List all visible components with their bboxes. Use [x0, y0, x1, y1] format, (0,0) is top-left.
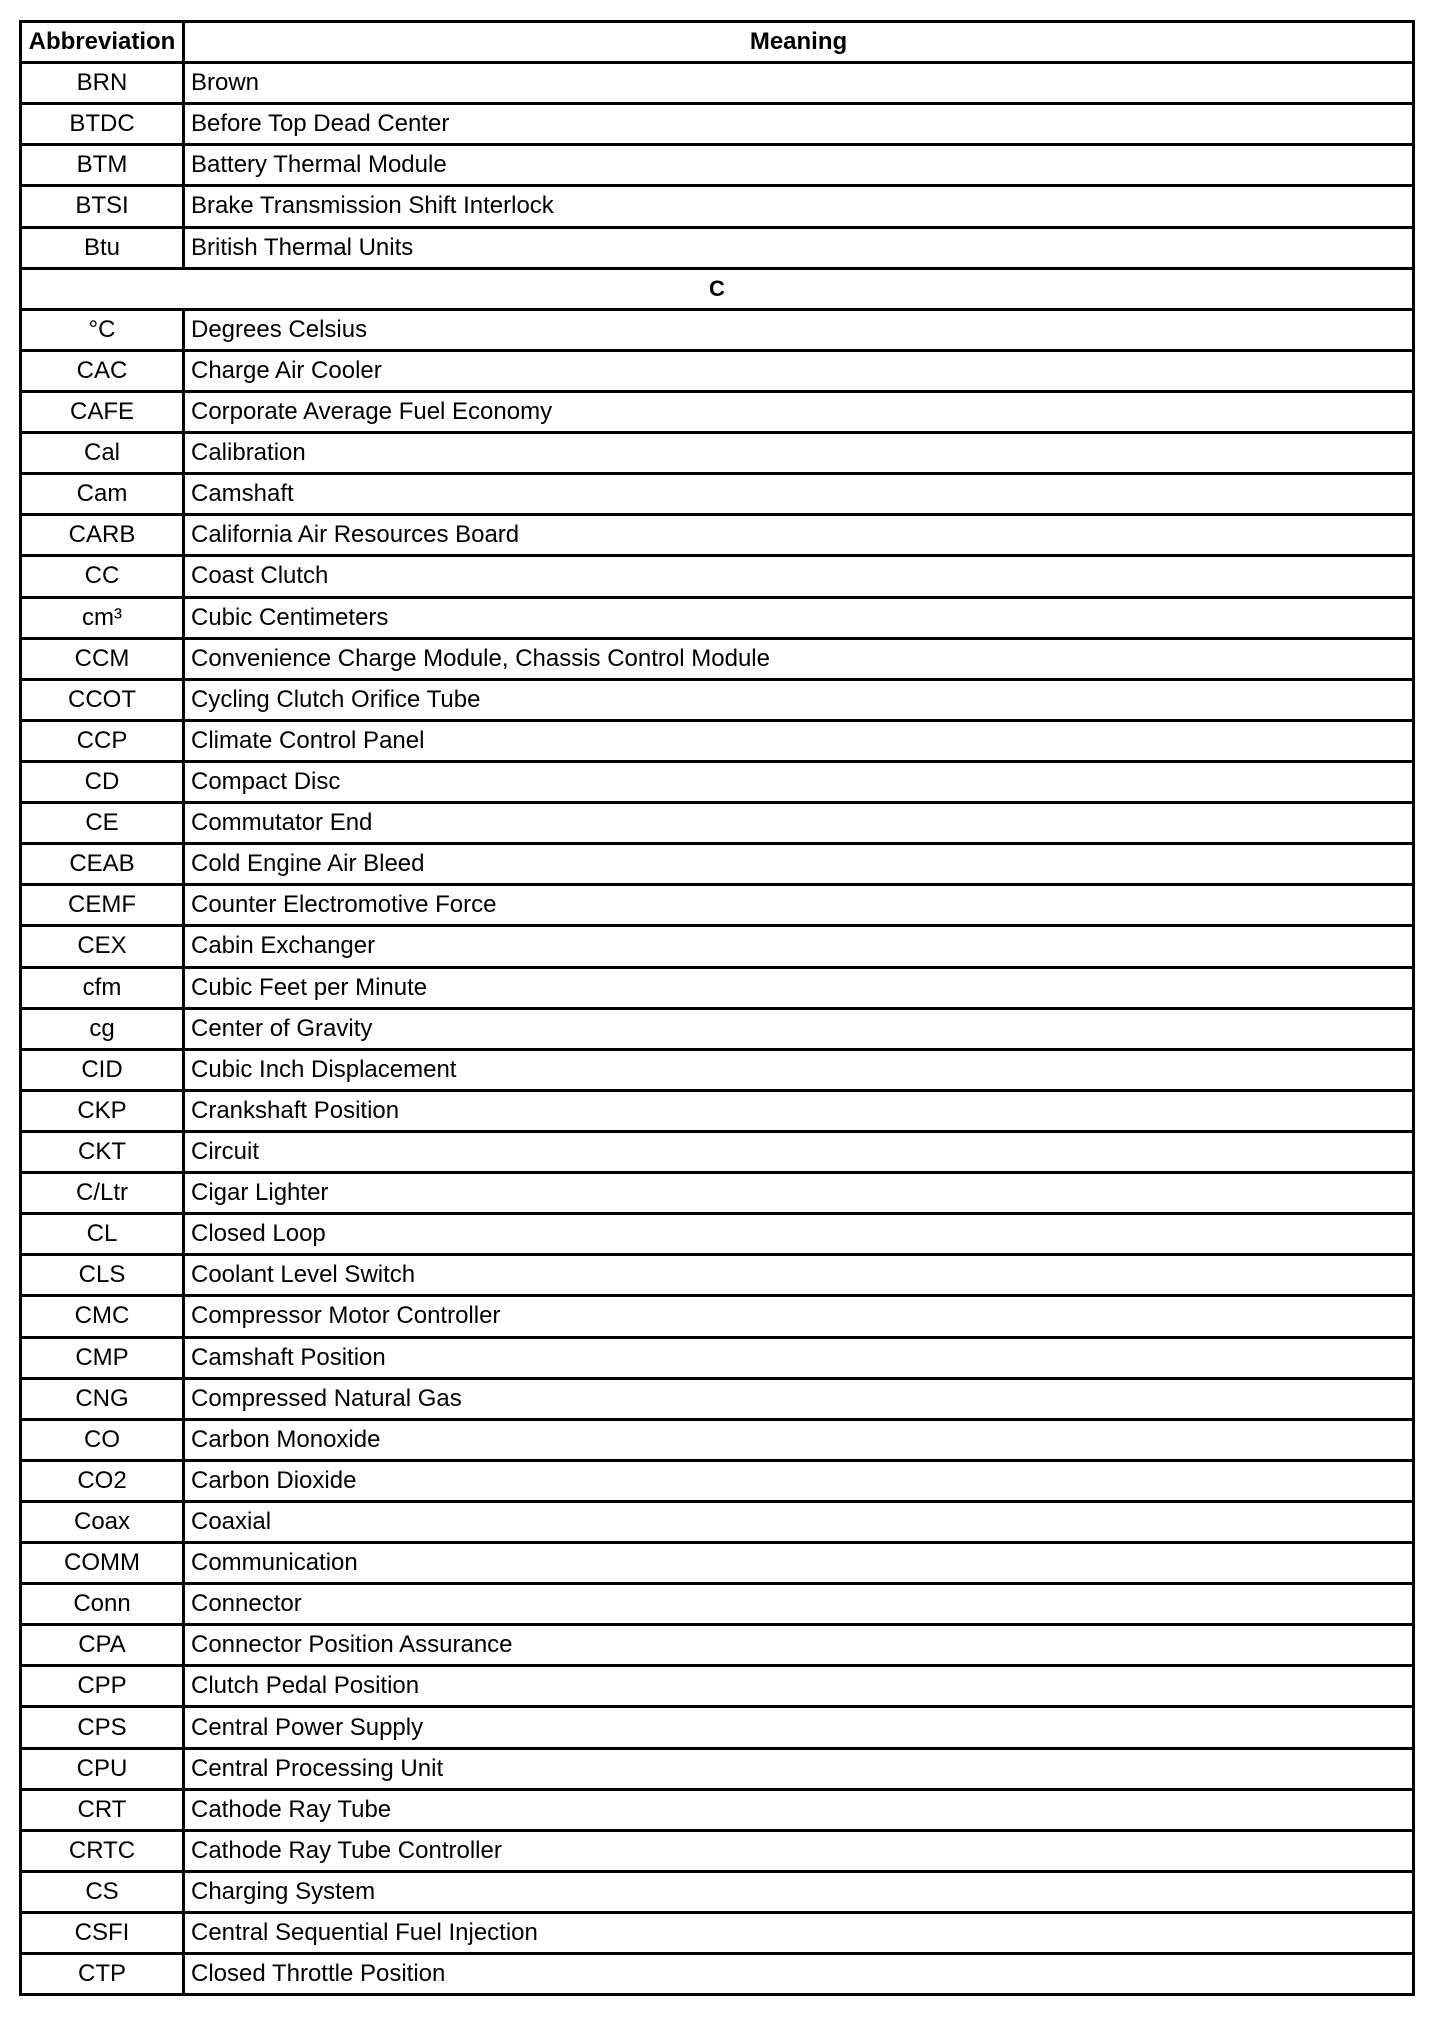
meaning-cell: Carbon Monoxide	[191, 1425, 381, 1453]
abbreviation-cell: CMC	[22, 1297, 185, 1335]
table-row	[22, 1215, 1412, 1256]
meaning-cell: Compressed Natural Gas	[191, 1384, 462, 1412]
abbreviation-cell: BTDC	[22, 105, 185, 143]
meaning-cell: Crankshaft Position	[191, 1096, 400, 1124]
table-row	[22, 1051, 1412, 1092]
table-row	[22, 927, 1412, 968]
meaning-cell: Brake Transmission Shift Interlock	[191, 192, 554, 220]
table-row	[22, 146, 1412, 187]
abbreviation-cell: BTSI	[22, 187, 185, 225]
meaning-cell: Communication	[191, 1549, 358, 1577]
abbreviation-cell: CNG	[22, 1380, 185, 1418]
table-row	[22, 1339, 1412, 1380]
abbreviation-cell: CSFI	[22, 1914, 185, 1952]
abbreviation-cell: CCOT	[22, 681, 185, 719]
meaning-column-header: Meaning	[749, 28, 848, 56]
meaning-cell: Brown	[191, 69, 260, 97]
abbreviation-cell: CCP	[22, 722, 185, 760]
table-row	[22, 1955, 1412, 1993]
abbreviation-cell: CO	[22, 1421, 185, 1459]
meaning-cell: British Thermal Units	[191, 233, 414, 261]
abbreviation-cell: cfm	[22, 969, 185, 1007]
abbreviation-cell: CEX	[22, 927, 185, 965]
meaning-cell: Degrees Celsius	[191, 315, 368, 343]
abbreviation-cell: CEAB	[22, 845, 185, 883]
abbreviation-cell: CO2	[22, 1462, 185, 1500]
abbreviation-cell: CRT	[22, 1791, 185, 1829]
table-row	[22, 475, 1412, 516]
table-row	[22, 599, 1412, 640]
table-row	[22, 1667, 1412, 1708]
meaning-cell: Cubic Centimeters	[191, 603, 389, 631]
table-row	[22, 969, 1412, 1010]
table-row	[22, 64, 1412, 105]
abbreviation-cell: Cam	[22, 475, 185, 513]
abbreviation-cell: Cal	[22, 434, 185, 472]
abbreviation-cell: BRN	[22, 64, 185, 102]
table-header-row	[22, 23, 1412, 64]
table-row	[22, 1462, 1412, 1503]
meaning-cell: Connector	[191, 1590, 302, 1618]
meaning-cell: Central Power Supply	[191, 1713, 424, 1741]
table-row	[22, 1585, 1412, 1626]
abbreviation-cell: CPP	[22, 1667, 185, 1705]
table-row	[22, 1873, 1412, 1914]
table-row	[22, 557, 1412, 598]
abbreviation-cell: CKT	[22, 1133, 185, 1171]
meaning-cell: Coaxial	[191, 1507, 272, 1535]
meaning-cell: Cigar Lighter	[191, 1179, 329, 1207]
table-row	[22, 845, 1412, 886]
abbreviation-cell: cg	[22, 1010, 185, 1048]
meaning-cell: Climate Control Panel	[191, 726, 425, 754]
abbreviation-cell: CL	[22, 1215, 185, 1253]
meaning-cell: Cabin Exchanger	[191, 932, 376, 960]
meaning-cell: Circuit	[191, 1138, 260, 1165]
table-row	[22, 1914, 1412, 1955]
meaning-cell: Cold Engine Air Bleed	[191, 850, 425, 878]
meaning-cell: Before Top Dead Center	[191, 110, 450, 138]
meaning-cell: Coolant Level Switch	[191, 1261, 416, 1289]
table-row	[22, 1380, 1412, 1421]
table-row	[22, 1421, 1412, 1462]
abbreviation-table	[19, 20, 1415, 1996]
abbreviation-cell: CC	[22, 557, 185, 595]
table-row	[22, 1092, 1412, 1133]
meaning-cell: Battery Thermal Module	[191, 151, 447, 179]
section-row-c	[22, 270, 1412, 311]
meaning-cell: Connector Position Assurance	[191, 1631, 513, 1659]
table-row	[22, 640, 1412, 681]
meaning-cell: Compact Disc	[191, 768, 341, 796]
abbreviation-cell: CS	[22, 1873, 185, 1911]
meaning-cell: Cubic Inch Displacement	[191, 1055, 457, 1083]
abbreviation-cell: CAFE	[22, 393, 185, 431]
table-row	[22, 1832, 1412, 1873]
table-row	[22, 516, 1412, 557]
table-row	[22, 1708, 1412, 1749]
abbreviation-cell: CARB	[22, 516, 185, 554]
table-row	[22, 886, 1412, 927]
table-row	[22, 1174, 1412, 1215]
abbreviation-cell: CKP	[22, 1092, 185, 1130]
table-row	[22, 1750, 1412, 1791]
table-row	[22, 722, 1412, 763]
meaning-cell: Coast Clutch	[191, 562, 329, 590]
abbreviation-cell: CE	[22, 804, 185, 842]
table-row	[22, 1010, 1412, 1051]
meaning-cell: Cycling Clutch Orifice Tube	[191, 685, 481, 713]
table-row	[22, 1297, 1412, 1338]
table-row	[22, 187, 1412, 228]
meaning-cell: Central Sequential Fuel Injection	[191, 1919, 538, 1947]
meaning-cell: Central Processing Unit	[191, 1754, 444, 1782]
abbreviation-cell: CD	[22, 763, 185, 801]
abbreviation-cell: Conn	[22, 1585, 185, 1623]
abbreviation-cell: cm³	[22, 599, 185, 637]
meaning-cell: Cathode Ray Tube Controller	[191, 1836, 502, 1864]
meaning-cell: Charging System	[191, 1877, 376, 1905]
meaning-cell: Counter Electromotive Force	[191, 891, 497, 919]
abbreviation-cell: CPA	[22, 1626, 185, 1664]
abbreviation-cell: CMP	[22, 1339, 185, 1377]
table-row	[22, 352, 1412, 393]
abbreviation-cell: C/Ltr	[22, 1174, 185, 1212]
abbreviation-column-header: Abbreviation	[22, 23, 185, 61]
meaning-cell: Closed Loop	[191, 1220, 326, 1248]
meaning-cell: Camshaft	[191, 480, 294, 508]
table-row	[22, 804, 1412, 845]
table-row	[22, 1503, 1412, 1544]
abbreviation-cell: BTM	[22, 146, 185, 184]
abbreviation-cell: CID	[22, 1051, 185, 1089]
table-row	[22, 434, 1412, 475]
abbreviation-cell: CRTC	[22, 1832, 185, 1870]
meaning-cell: California Air Resources Board	[191, 521, 520, 549]
meaning-cell: Cathode Ray Tube	[191, 1795, 392, 1823]
meaning-cell: Convenience Charge Module, Chassis Control Module	[191, 644, 770, 672]
meaning-cell: Carbon Dioxide	[191, 1466, 357, 1494]
abbreviation-cell: COMM	[22, 1544, 185, 1582]
table-row	[22, 393, 1412, 434]
table-row	[22, 105, 1412, 146]
table-row	[22, 1791, 1412, 1832]
abbreviation-cell: CPU	[22, 1750, 185, 1788]
meaning-cell: Clutch Pedal Position	[191, 1672, 420, 1700]
meaning-cell: Calibration	[191, 439, 306, 467]
abbreviation-cell: CCM	[22, 640, 185, 678]
meaning-cell: Compressor Motor Controller	[191, 1302, 501, 1330]
table-row	[22, 229, 1412, 270]
abbreviation-cell: CPS	[22, 1708, 185, 1746]
table-row	[22, 311, 1412, 352]
abbreviation-cell: Btu	[22, 229, 185, 267]
table-row	[22, 681, 1412, 722]
abbreviation-cell: CTP	[22, 1955, 185, 1993]
meaning-cell: Corporate Average Fuel Economy	[191, 398, 553, 426]
abbreviation-cell: Coax	[22, 1503, 185, 1541]
meaning-cell: Charge Air Cooler	[191, 356, 382, 384]
meaning-cell: Camshaft Position	[191, 1343, 386, 1371]
section-letter: C	[709, 275, 725, 301]
table-row	[22, 1133, 1412, 1174]
table-row	[22, 1544, 1412, 1585]
table-row	[22, 1256, 1412, 1297]
table-row	[22, 1626, 1412, 1667]
abbreviation-cell: °C	[22, 311, 185, 349]
abbreviation-cell: CEMF	[22, 886, 185, 924]
table-row	[22, 763, 1412, 804]
abbreviation-cell: CLS	[22, 1256, 185, 1294]
meaning-cell: Commutator End	[191, 809, 373, 837]
meaning-cell: Center of Gravity	[191, 1014, 373, 1042]
abbreviation-cell: CAC	[22, 352, 185, 390]
meaning-cell: Cubic Feet per Minute	[191, 973, 428, 1001]
meaning-cell: Closed Throttle Position	[191, 1960, 446, 1988]
